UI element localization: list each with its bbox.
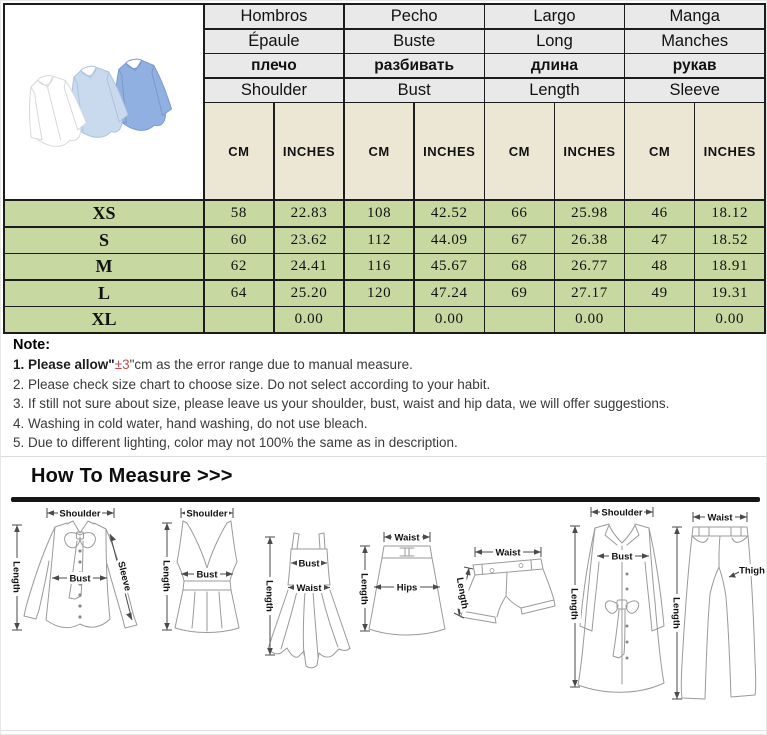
size-value-cell: 19.31: [695, 281, 764, 306]
header-pecho: Pecho: [345, 5, 484, 28]
size-row-label: S: [5, 228, 203, 253]
size-value-cell: 24.41: [275, 254, 344, 279]
header-shoulder: Shoulder: [205, 79, 344, 102]
header-razbivat: разбивать: [345, 54, 484, 77]
header-long: Long: [485, 30, 624, 53]
size-value-cell: 0.00: [695, 307, 764, 332]
measure-diagram-dress: [261, 527, 361, 677]
unit-header: INCHES: [415, 103, 484, 199]
svg-text:Length: Length: [358, 573, 370, 605]
size-value-cell: 26.38: [555, 228, 624, 253]
svg-text:Bust: Bust: [69, 573, 91, 585]
unit-header: CM: [205, 103, 274, 199]
size-row-label: L: [5, 281, 203, 306]
size-value-cell: [485, 307, 554, 332]
svg-text:Length: Length: [568, 588, 580, 620]
note-item-5: 5. Due to different lighting, color may not 100% the same as in description.: [13, 435, 458, 450]
svg-text:Shoulder: Shoulder: [59, 508, 101, 520]
size-value-cell: 64: [205, 281, 274, 306]
size-value-cell: 66: [485, 201, 554, 226]
size-value-cell: 49: [625, 281, 694, 306]
svg-text:Thigh: Thigh: [739, 565, 765, 577]
size-value-cell: 58: [205, 201, 274, 226]
header-epaule: Épaule: [205, 30, 344, 53]
header-bust: Bust: [345, 79, 484, 102]
note-item-1: [13, 355, 758, 375]
unit-header: INCHES: [275, 103, 344, 199]
size-value-cell: 18.52: [695, 228, 764, 253]
size-value-cell: 68: [485, 254, 554, 279]
size-value-cell: 46: [625, 201, 694, 226]
size-table: [3, 3, 766, 334]
size-value-cell: 0.00: [555, 307, 624, 332]
size-value-cell: 69: [485, 281, 554, 306]
header-hombros: Hombros: [205, 5, 344, 28]
size-value-cell: 67: [485, 228, 554, 253]
svg-text:Length: Length: [263, 580, 275, 612]
unit-header: CM: [625, 103, 694, 199]
note1-rest: "cm as the error range due to manual measure.: [129, 357, 413, 372]
size-value-cell: [345, 307, 414, 332]
size-value-cell: 108: [345, 201, 414, 226]
svg-text:Sleeve: Sleeve: [115, 560, 134, 593]
note1-bold: 1. Please allow": [13, 357, 115, 372]
note-item-2: 2. Please check size chart to choose size. Do not select according to your habit.: [13, 376, 491, 392]
unit-header: CM: [345, 103, 414, 199]
size-value-cell: 45.67: [415, 254, 484, 279]
measure-diagram-shorts: [451, 544, 561, 649]
notes-heading: Note:: [13, 337, 51, 353]
title-underline: [11, 497, 760, 502]
size-value-cell: [205, 307, 274, 332]
note-item-3: 3. If still not sure about size, please leave us your shoulder, bust, waist and hip data, we will offer suggestions.: [13, 396, 670, 411]
svg-text:Bust: Bust: [196, 569, 218, 581]
measure-diagram-tank-top: [157, 504, 257, 644]
size-row-label: M: [5, 254, 203, 279]
svg-text:Length: Length: [453, 576, 471, 610]
header-buste: Buste: [345, 30, 484, 53]
measure-diagram-skirt: [357, 529, 457, 659]
size-value-cell: 112: [345, 228, 414, 253]
size-value-cell: 25.98: [555, 201, 624, 226]
svg-text:Waist: Waist: [394, 532, 420, 544]
header-length: Length: [485, 79, 624, 102]
size-value-cell: 47: [625, 228, 694, 253]
svg-text:Waist: Waist: [495, 547, 521, 559]
svg-text:Waist: Waist: [296, 583, 322, 594]
svg-text:Length: Length: [670, 597, 682, 629]
product-photo: [17, 49, 189, 161]
size-value-cell: 26.77: [555, 254, 624, 279]
header-rukav: рукав: [625, 54, 764, 77]
svg-text:Length: Length: [160, 560, 172, 592]
size-value-cell: 42.52: [415, 201, 484, 226]
size-value-cell: 0.00: [275, 307, 344, 332]
measure-diagram-pants: [669, 509, 766, 704]
product-photo-cell: [5, 5, 203, 199]
size-value-cell: 62: [205, 254, 274, 279]
note-item-4: 4. Washing in cold water, hand washing, do not use bleach.: [13, 415, 368, 431]
size-value-cell: 116: [345, 254, 414, 279]
bottom-border: [1, 730, 767, 731]
size-value-cell: 44.09: [415, 228, 484, 253]
header-manches: Manches: [625, 30, 764, 53]
svg-text:Length: Length: [10, 561, 22, 593]
header-largo: Largo: [485, 5, 624, 28]
size-value-cell: 27.17: [555, 281, 624, 306]
size-row-label: XS: [5, 201, 203, 226]
header-dlina: длина: [485, 54, 624, 77]
size-value-cell: 48: [625, 254, 694, 279]
size-value-cell: [625, 307, 694, 332]
notes-section: [13, 335, 758, 453]
unit-header: INCHES: [555, 103, 624, 199]
size-value-cell: 60: [205, 228, 274, 253]
svg-text:Hips: Hips: [396, 582, 418, 594]
size-value-cell: 18.91: [695, 254, 764, 279]
svg-text:Bust: Bust: [611, 551, 633, 563]
unit-header: INCHES: [695, 103, 764, 199]
size-value-cell: 18.12: [695, 201, 764, 226]
size-value-cell: 120: [345, 281, 414, 306]
header-sleeve: Sleeve: [625, 79, 764, 102]
how-to-measure-title: How To Measure >>>: [31, 465, 233, 487]
svg-text:Shoulder: Shoulder: [601, 507, 643, 519]
size-value-cell: 0.00: [415, 307, 484, 332]
size-value-cell: 22.83: [275, 201, 344, 226]
header-manga: Manga: [625, 5, 764, 28]
note1-tolerance: ±3: [114, 357, 130, 372]
svg-text:Waist: Waist: [707, 512, 733, 524]
size-value-cell: 25.20: [275, 281, 344, 306]
size-row-label: XL: [5, 307, 203, 332]
header-plecho: плечо: [205, 54, 344, 77]
size-value-cell: 47.24: [415, 281, 484, 306]
svg-text:Shoulder: Shoulder: [186, 508, 228, 520]
section-divider: [1, 456, 767, 457]
measure-diagram-coat: [565, 504, 677, 699]
measure-diagram-blouse: [3, 504, 163, 644]
unit-header: CM: [485, 103, 554, 199]
svg-text:Bust: Bust: [298, 558, 320, 570]
size-value-cell: 23.62: [275, 228, 344, 253]
